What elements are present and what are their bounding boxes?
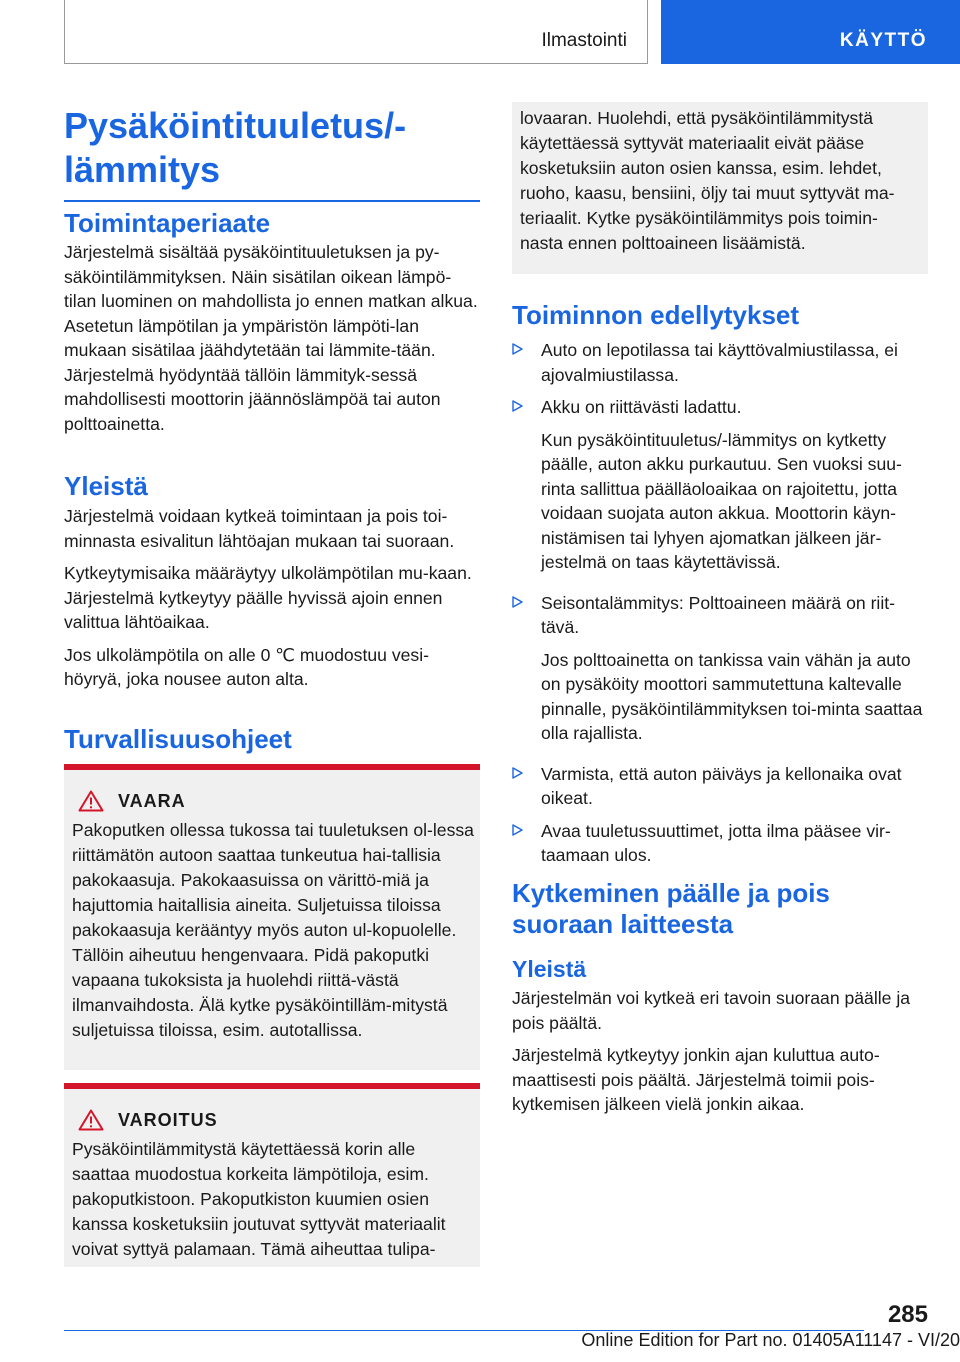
general-paragraph-3: Jos ulkolämpötila on alle 0 ℃ muodostuu vesi-höyryä, joka nousee auton alta. — [64, 644, 429, 689]
footer-edition: Online Edition for Part no. 01405A11147 - VI/20 — [581, 1330, 960, 1350]
general-paragraph-1: Järjestelmä voidaan kytkeä toimintaan ja pois toi-minnasta esivalitun lähtöajan mukaan tai suoraan. — [64, 506, 455, 551]
switch-subheading: Yleistä — [512, 956, 587, 982]
condition-item — [512, 762, 928, 811]
condition-body — [541, 591, 928, 754]
triangle-right-icon — [512, 338, 541, 387]
header-chapter-tab: KÄYTTÖ — [661, 0, 960, 64]
condition-text: Akku on riittävästi ladattu. — [541, 397, 742, 417]
warning-triangle-icon — [78, 1109, 104, 1131]
conditions-section — [512, 298, 928, 876]
condition-text: Varmista, että auton päiväys ja kellonaika ovat oikeat. — [541, 763, 902, 808]
page-title-line-1: Pysäköintituuletus/- — [64, 105, 407, 146]
warning-triangle-icon — [78, 790, 104, 812]
caution-warning-header — [72, 1109, 474, 1131]
triangle-right-icon — [512, 819, 541, 868]
switch-heading — [512, 878, 928, 940]
condition-text: Seisontalämmitys: Polttoaineen määrä on riit-tävä. — [541, 592, 895, 637]
condition-body — [541, 762, 928, 811]
condition-body — [541, 819, 928, 868]
page-number: 285 — [887, 1301, 928, 1328]
page-title — [64, 104, 480, 202]
condition-item — [512, 395, 928, 583]
condition-text: Auto on lepotilassa tai käyttövalmiustilassa, ei ajovalmiustilassa. — [541, 340, 898, 385]
condition-body — [541, 338, 928, 387]
condition-item — [512, 819, 928, 868]
condition-note: Kun pysäköintituuletus/-lämmitys on kytketty päälle, auton akku purkautuu. Sen vuoksi suu-rinta sallittua päälläoloaikaa on rajoitettu, jotta voidaan suojata auton akkua. Moottorin käyn-nistämisen tai lyhyen ajomatkan jälkeen jär-jestelmä on taas käytettävissä. — [541, 429, 902, 572]
danger-warning-header — [72, 790, 474, 812]
conditions-list — [512, 338, 928, 868]
switch-heading-line-2: suoraan laitteesta — [512, 909, 734, 939]
general-paragraph-2: Kytkeytymisaika määräytyy ulkolämpötilan mu-kaan. Järjestelmä kytkeytyy päälle hyvissä ajoin ennen valittua lähtöaikaa. — [64, 563, 472, 632]
condition-item — [512, 338, 928, 387]
switch-heading-line-1: Kytkeminen päälle ja pois — [512, 878, 830, 908]
caution-warning-box — [64, 1083, 480, 1267]
triangle-right-icon — [512, 395, 541, 583]
caution-text: Pysäköintilämmitystä käytettäessä korin alle saattaa muodostua korkeita lämpötiloja, esim. pakoputkistoon. Pakoputkiston kuumien osien kanssa kosketuksiin joutuvat syttyvät materiaalit voivat syttyä palamaan. Tämä aiheuttaa tulipa- — [72, 1139, 446, 1259]
condition-body — [541, 395, 928, 583]
danger-text: Pakoputken ollessa tukossa tai tuuletuksen ol-lessa riittämätön autoon saattaa tunkeutua hai-tallisia pakokaasuja. Pakokaasuissa on värittö-miä ja hajuttomia haitallisia aineita. Suljetuissa tiloissa pakokaasuja kerääntyy myös auton ul-kopuolelle. Tällöin aiheutuu hengenvaara. Pidä pakoputki vapaana tukoksista ja huolehdi riittä-västä ilmanvaihdosta. Älä kytke pysäköintilläm-mitystä suljetuissa tiloissa, esim. autotallissa. — [72, 820, 474, 1040]
danger-label: VAARA — [118, 790, 186, 811]
caution-label: VAROITUS — [118, 1109, 218, 1130]
conditions-heading: Toiminnon edellytykset — [512, 300, 800, 330]
safety-section — [64, 722, 480, 756]
triangle-right-icon — [512, 762, 541, 811]
switch-section — [512, 878, 928, 1125]
general-heading: Yleistä — [64, 471, 148, 501]
condition-text: Avaa tuuletussuuttimet, jotta ilma pääsee vir-taamaan ulos. — [541, 820, 891, 865]
switch-paragraph-1: Järjestelmän voi kytkeä eri tavoin suoraan päälle ja pois päältä. — [512, 988, 911, 1033]
caution-continued-box — [512, 102, 928, 274]
caution-continued-text: lovaaran. Huolehdi, että pysäköintilämmitystä käytettäessä syttyvät materiaalit eivät pääse kosketuksiin auton osien kanssa, esim. lehdet, ruoho, kaasu, bensiini, öljy tai muut syttyvät ma-teriaalit. Kytke pysäköintilämmitys pois toimin-nasta ennen polttoaineen lisäämistä. — [520, 108, 895, 253]
header-section-box — [64, 0, 648, 64]
danger-warning-box — [64, 764, 480, 1070]
header-section-title: Ilmastointi — [541, 30, 627, 51]
condition-item — [512, 591, 928, 754]
left-column — [64, 208, 480, 444]
principle-text: Järjestelmä sisältää pysäköintituuletuksen ja py-säköintilämmityksen. Näin sisätilan oikean lämpö-tilan luominen on mahdollista jo ennen matkan alkua. Asetetun lämpötilan ja ympäristön lämpöti-lan mukaan sisätilaa jäähdytetään tai lämmite-tään. Järjestelmä hyödyntää tällöin lämmityk-sessä mahdollisesti moottorin jäännöslämpöä tai auton polttoainetta. — [64, 242, 478, 434]
general-section — [64, 470, 480, 700]
triangle-right-icon — [512, 591, 541, 754]
principle-heading: Toimintaperiaate — [64, 208, 271, 238]
switch-paragraph-2: Järjestelmä kytkeytyy jonkin ajan kuluttua auto-maattisesti pois päältä. Järjestelmä toimii pois-kytkemisen jälkeen vielä jonkin aikaa. — [512, 1045, 880, 1114]
page-title-line-2: lämmitys — [64, 149, 221, 190]
condition-note: Jos polttoainetta on tankissa vain vähän ja auto on pysäköity moottori sammutettuna kaltevalle pinnalle, pysäköintilämmityksen toi-minta saattaa olla rajallista. — [541, 649, 923, 743]
safety-heading: Turvallisuusohjeet — [64, 724, 292, 754]
